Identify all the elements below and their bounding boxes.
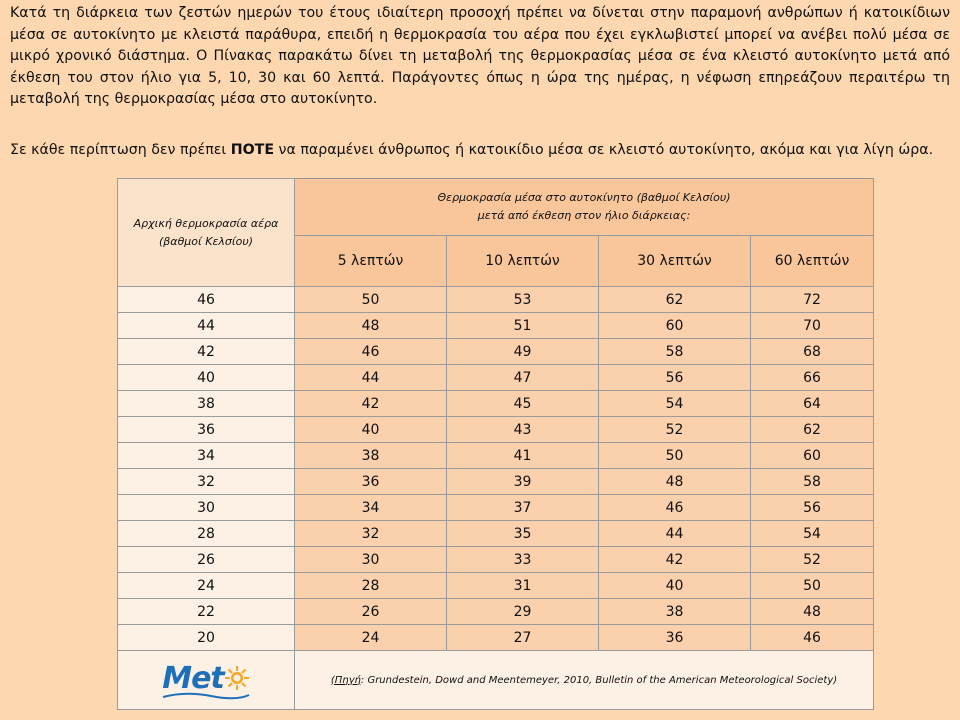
car-temp-cell: 70 — [751, 313, 874, 339]
column-header: 60 λεπτών — [751, 236, 874, 287]
car-temp-cell: 43 — [447, 417, 599, 443]
group-header-line2: μετά από έκθεση στον ήλιο διάρκειας: — [477, 209, 691, 222]
car-temp-cell: 50 — [599, 443, 751, 469]
table-row — [118, 391, 874, 417]
car-temp-cell: 40 — [599, 573, 751, 599]
car-temp-cell: 34 — [295, 495, 447, 521]
meteo-logo — [162, 661, 250, 696]
car-temp-cell: 47 — [447, 365, 599, 391]
intro-paragraph: Κατά τη διάρκεια των ζεστών ημερών του έτους ιδιαίτερη προσοχή πρέπει να δίνεται στην παραμονή ανθρώπων ή κατοικίδιων μέσα σε αυτοκίνητο με κλειστά παράθυρα, επειδή η θερμοκρασία του αέρα που έχει εγκλωβιστεί μπορεί να ανέβει πολύ μέσα σε μικρό χρονικό διάστημα. Ο Πίνακας παρακάτω δίνει τη μεταβολή της θερμοκρασίας μέσα σε ένα κλειστό αυτοκίνητο μετά από έκθεση του στον ήλιο για 5, 10, 30 και 60 λεπτά. Παράγοντες όπως η ώρα της ημέρας, η νέφωση επηρεάζουν περαιτέρω τη μεταβολή της θερμοκρασίας μέσα στο αυτοκίνητο. — [10, 5, 950, 108]
car-temp-cell: 64 — [751, 391, 874, 417]
car-temp-cell: 44 — [295, 365, 447, 391]
column-header: 5 λεπτών — [295, 236, 447, 287]
car-temp-cell: 35 — [447, 521, 599, 547]
table-row — [118, 339, 874, 365]
table-row — [118, 313, 874, 339]
car-temp-cell: 29 — [447, 599, 599, 625]
table-row — [118, 365, 874, 391]
car-temp-cell: 72 — [751, 287, 874, 313]
car-temp-cell: 60 — [599, 313, 751, 339]
car-temp-cell: 41 — [447, 443, 599, 469]
car-temp-cell: 31 — [447, 573, 599, 599]
car-temp-cell: 46 — [295, 339, 447, 365]
car-temp-cell: 39 — [447, 469, 599, 495]
car-temp-cell: 38 — [295, 443, 447, 469]
sun-icon — [224, 665, 250, 691]
car-temp-cell: 56 — [751, 495, 874, 521]
table-footer-row — [118, 651, 874, 710]
car-temp-cell: 62 — [599, 287, 751, 313]
source-text: : Grundestein, Dowd and Meentemeyer, 2010, Bulletin of the American Meteorological Society) — [360, 674, 838, 686]
initial-temp-cell: 26 — [118, 547, 295, 573]
table-row — [118, 495, 874, 521]
warning-text-after: να παραμένει άνθρωπος ή κατοικίδιο μέσα σε κλειστό αυτοκίνητο, ακόμα και για λίγη ώρα. — [274, 142, 934, 158]
car-temp-cell: 58 — [751, 469, 874, 495]
car-temp-cell: 68 — [751, 339, 874, 365]
car-temp-cell: 46 — [599, 495, 751, 521]
initial-temp-cell: 44 — [118, 313, 295, 339]
car-temp-cell: 49 — [447, 339, 599, 365]
group-header — [295, 179, 874, 236]
group-header-line1: Θερμοκρασία μέσα στο αυτοκίνητο (βαθμοί Κελσίου) — [437, 191, 731, 204]
column-header: 10 λεπτών — [447, 236, 599, 287]
initial-temp-cell: 38 — [118, 391, 295, 417]
initial-temp-cell: 42 — [118, 339, 295, 365]
car-temp-cell: 24 — [295, 625, 447, 651]
car-temp-cell: 54 — [751, 521, 874, 547]
car-temp-cell: 48 — [295, 313, 447, 339]
car-temp-cell: 36 — [295, 469, 447, 495]
car-temp-cell: 62 — [751, 417, 874, 443]
initial-temp-cell: 28 — [118, 521, 295, 547]
car-temp-cell: 51 — [447, 313, 599, 339]
car-temp-cell: 46 — [751, 625, 874, 651]
car-temp-cell: 45 — [447, 391, 599, 417]
column-header: 30 λεπτών — [599, 236, 751, 287]
initial-temp-cell: 24 — [118, 573, 295, 599]
initial-temp-cell: 30 — [118, 495, 295, 521]
car-temp-cell: 50 — [751, 573, 874, 599]
car-temp-cell: 37 — [447, 495, 599, 521]
table-row — [118, 443, 874, 469]
car-temp-cell: 48 — [751, 599, 874, 625]
initial-temp-cell: 32 — [118, 469, 295, 495]
table-row — [118, 287, 874, 313]
car-temp-cell: 52 — [751, 547, 874, 573]
initial-temp-cell: 40 — [118, 365, 295, 391]
car-temp-cell: 28 — [295, 573, 447, 599]
car-temp-cell: 30 — [295, 547, 447, 573]
car-temp-cell: 66 — [751, 365, 874, 391]
warning-text-before: Σε κάθε περίπτωση δεν πρέπει — [10, 142, 231, 158]
car-temp-cell: 53 — [447, 287, 599, 313]
car-temp-cell: 58 — [599, 339, 751, 365]
car-temp-cell: 44 — [599, 521, 751, 547]
initial-temp-cell: 36 — [118, 417, 295, 443]
logo-text: Met — [162, 660, 224, 696]
car-temp-cell: 33 — [447, 547, 599, 573]
initial-temp-cell: 22 — [118, 599, 295, 625]
car-temp-cell: 50 — [295, 287, 447, 313]
table-row — [118, 599, 874, 625]
car-temp-cell: 36 — [599, 625, 751, 651]
table-row — [118, 469, 874, 495]
table-row — [118, 521, 874, 547]
table-row — [118, 417, 874, 443]
car-temp-cell: 32 — [295, 521, 447, 547]
source-label: (Πηγή — [330, 674, 361, 686]
car-temp-cell: 56 — [599, 365, 751, 391]
table-row — [118, 547, 874, 573]
car-temp-cell: 42 — [295, 391, 447, 417]
logo-cell — [118, 651, 295, 710]
car-temp-cell: 26 — [295, 599, 447, 625]
warning-paragraph — [10, 140, 950, 162]
initial-temp-cell: 20 — [118, 625, 295, 651]
temperature-table — [117, 178, 874, 710]
car-temp-cell: 60 — [751, 443, 874, 469]
car-temp-cell: 52 — [599, 417, 751, 443]
warning-emphasis: ΠΟΤΕ — [230, 142, 275, 158]
car-temp-cell: 27 — [447, 625, 599, 651]
car-temp-cell: 54 — [599, 391, 751, 417]
initial-temp-cell: 46 — [118, 287, 295, 313]
car-temp-cell: 42 — [599, 547, 751, 573]
source-cell — [295, 651, 874, 710]
car-temp-cell: 40 — [295, 417, 447, 443]
table-row — [118, 573, 874, 599]
table-row — [118, 625, 874, 651]
initial-temp-header: Αρχική θερμοκρασία αέρα (βαθμοί Κελσίου) — [118, 179, 295, 287]
car-temp-cell: 48 — [599, 469, 751, 495]
car-temp-cell: 38 — [599, 599, 751, 625]
initial-temp-cell: 34 — [118, 443, 295, 469]
